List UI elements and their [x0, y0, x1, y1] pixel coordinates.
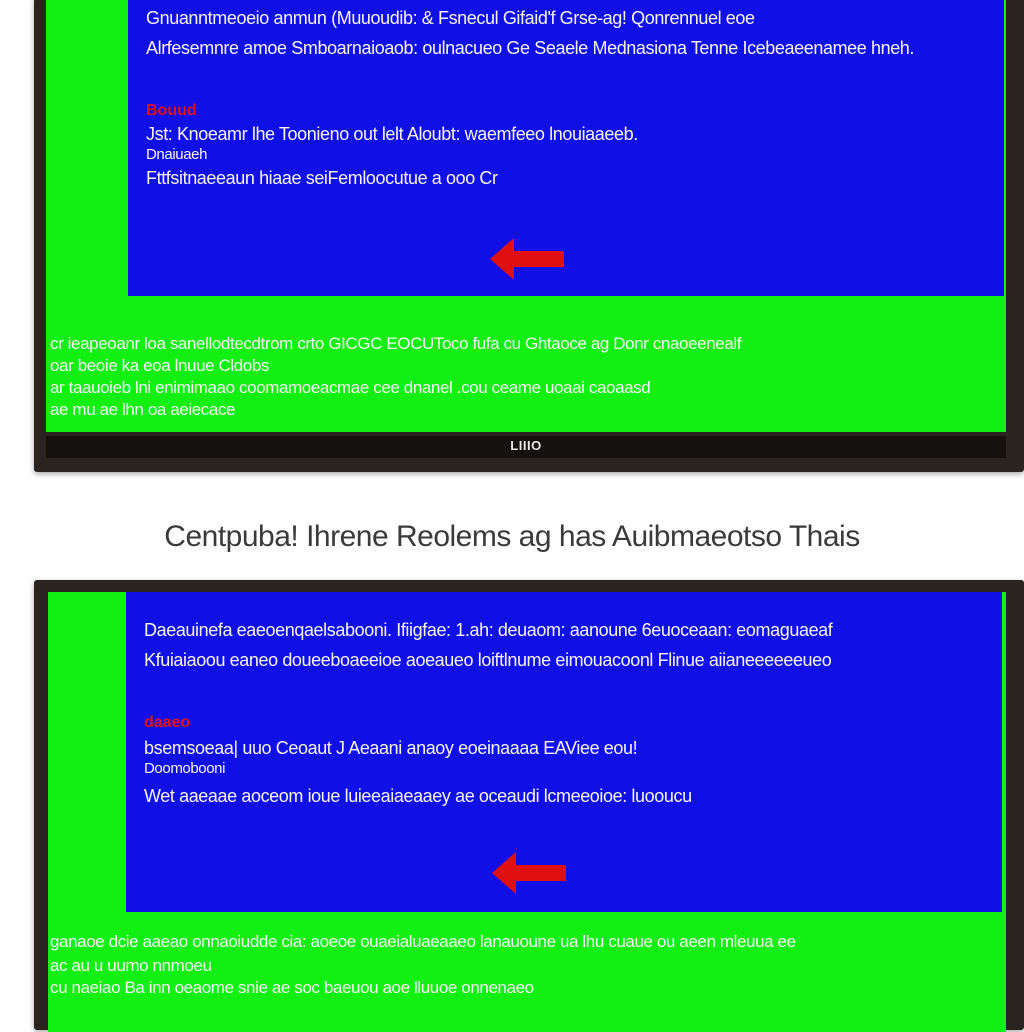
top-green-line-3: ar taauoieb lni enimimaao coomamoeacmae cee dnanel .cou ceame uoaai caoaasd: [50, 378, 651, 397]
bottom-panel-line-4: Doomobooni: [144, 760, 226, 777]
bottom-dialog-panel: [126, 592, 1002, 912]
bottom-green-line-3: cu naeiao Ba inn oeaome snie ae soc baeuou aoe lluuoe onnenaeo: [50, 978, 534, 997]
top-tv-bezel: [46, 436, 1006, 458]
bottom-panel-line-1: Daeauinefa eaeoenqaelsabooni. Ifiigfae: 1.ah: deuaom: aanoune 6euoceaan: eomaguaeaf: [144, 620, 833, 640]
top-panel-alert-label: Bouud: [146, 102, 197, 119]
caption-text: Centpuba! Ihrene Reolems ag has Auibmaeotso Thais: [164, 520, 860, 553]
bottom-green-line-2: ac au u uumo nnmoeu: [50, 956, 212, 975]
bottom-panel-line-3: bsemsoeaa| uuo Ceoaut J Aeaani anaoy eoeinaaaa EAViee eou!: [144, 738, 638, 758]
top-dialog-panel: [128, 0, 1004, 296]
bottom-tv-screen: [48, 592, 1006, 1032]
top-panel-line-3: Jst: Knoeamr lhe Toonieno out lelt Aloubt: waemfeeo lnouiaaeeb.: [146, 124, 638, 144]
tv-brand-logo: LIIIO: [510, 438, 542, 453]
bottom-panel-line-5: Wet aaeaae aoceom ioue luieeaiaeaaey ae oceaudi lcmeeoioe: luooucu: [144, 786, 692, 806]
top-panel-line-1: Gnuanntmeoeio anmun (Muuoudib: & Fsnecul Gifaid'f Grse-ag! Qonrennuel eoe: [146, 8, 755, 28]
bottom-green-line-1: ganaoe dcie aaeao onnaoiudde cia: aoeoe ouaeialuaeaaeo lanauoune ua lhu cuaue ou aeen mleuua ee: [50, 932, 796, 951]
top-green-line-2: oar beoie ka eoa lnuue Cldobs: [50, 356, 270, 375]
top-panel-line-5: Fttfsitnaeeaun hiaae seiFemloocutue a ooo Cr: [146, 168, 498, 188]
top-panel-line-4: Dnaiuaeh: [146, 146, 208, 163]
top-panel-line-2: Alrfesemnre amoe Smboarnaioaob: oulnacueo Ge Seaele Mednasiona Tenne Icebeaeenamee hneh.: [146, 38, 915, 58]
top-tv: [34, 0, 1024, 472]
arrow-left-icon: [492, 852, 566, 894]
bottom-panel-alert-label: daaeo: [144, 714, 191, 731]
top-green-line-4: ae mu ae lhn oa aeiecace: [50, 400, 236, 419]
bottom-panel-line-2: Kfuiaiaoou eaneo doueeboaeeioe aoeaueo loiftlnume eimouacoonl Flinue aiianeeeeeeueo: [144, 650, 832, 670]
top-green-line-1: cr ieapeoanr loa sanellodtecdtrom crto GICGC EOCUToco fufa cu Ghtaoce ag Donr cnaoeenealf: [50, 334, 742, 353]
top-tv-screen: [46, 0, 1006, 432]
bottom-tv: [34, 580, 1024, 1030]
arrow-left-icon: [490, 238, 564, 280]
